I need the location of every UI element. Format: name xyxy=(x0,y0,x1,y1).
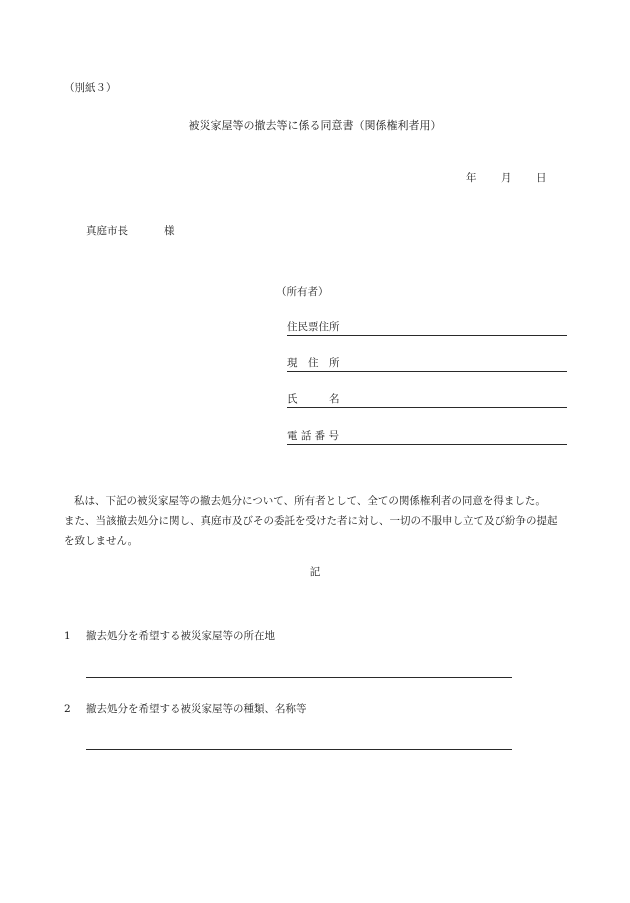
item-number-2: 2 xyxy=(64,703,71,715)
statement-line-2: また、当該撤去処分に関し、真庭市及びその委託を受けた者に対し、一切の不服申し立て及び紛争の提起を致しません。 xyxy=(64,515,558,547)
location-blank-line[interactable] xyxy=(86,677,512,678)
registered-address-label: 住民票住所 xyxy=(287,321,340,333)
date-day-label: 日 xyxy=(536,172,547,184)
registered-address-field[interactable] xyxy=(287,321,567,336)
item-number-1: 1 xyxy=(64,630,71,642)
document-title: 被災家屋等の撤去等に係る同意書（関係権利者用） xyxy=(188,119,442,132)
item-text-2: 撤去処分を希望する被災家屋等の種類、名称等 xyxy=(86,703,307,715)
owner-heading: （所有者） xyxy=(276,286,329,298)
addressee-name: 真庭市長 xyxy=(86,225,128,237)
attachment-number: （別紙３） xyxy=(64,82,117,94)
name-field[interactable] xyxy=(287,393,567,408)
phone-number-field[interactable] xyxy=(287,430,567,445)
current-address-field[interactable] xyxy=(287,357,567,372)
item-text-1: 撤去処分を希望する被災家屋等の所在地 xyxy=(86,630,275,642)
date-year-label: 年 xyxy=(466,172,477,184)
phone-number-label: 電 話 番 号 xyxy=(287,430,340,442)
ki-label: 記 xyxy=(309,566,321,578)
type-name-blank-line[interactable] xyxy=(86,749,512,750)
current-address-label: 現 住 所 xyxy=(287,357,340,369)
consent-statement xyxy=(64,491,564,551)
date-month-label: 月 xyxy=(501,172,512,184)
name-label: 氏 名 xyxy=(287,393,340,405)
statement-line-1: 私は、下記の被災家屋等の撤去処分について、所有者として、全ての関係権利者の同意を得ました。 xyxy=(74,495,546,507)
addressee-honorific: 様 xyxy=(164,225,175,237)
